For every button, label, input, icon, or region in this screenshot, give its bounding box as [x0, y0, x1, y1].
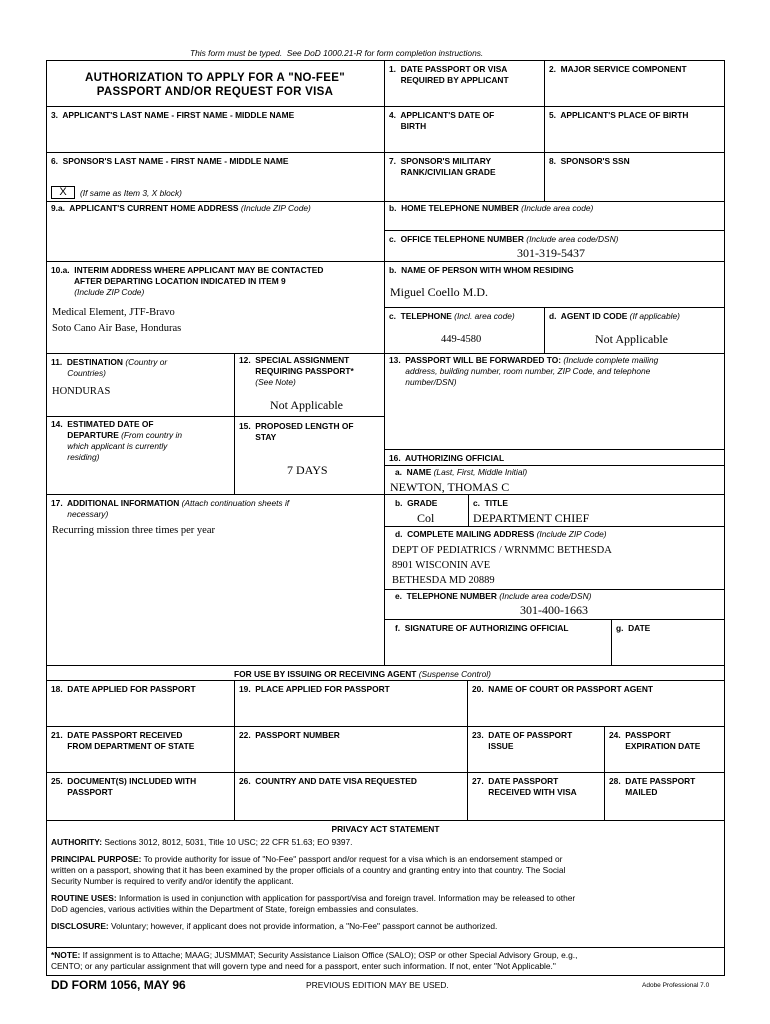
- item-13-label: 13. PASSPORT WILL BE FORWARDED TO: (Include complete mailing address, building number, room number, ZIP Code, and telephone number/DSN): [389, 355, 659, 387]
- item-24-label: 24. PASSPORT EXPIRATION DATE: [609, 730, 701, 751]
- item-27-label: 27. DATE PASSPORT RECEIVED WITH VISA: [472, 776, 577, 797]
- software-credit: Adobe Professional 7.0: [642, 982, 710, 989]
- item-28-label: 28. DATE PASSPORT MAILED: [609, 776, 696, 797]
- item-16c-label: c. TITLE: [473, 498, 508, 508]
- special-assignment-note: *NOTE: If assignment is to Attache; MAAG; JUSMMAT; Security Assistance Liaison Office (SALO); OSP or other Special Advisory Group, e.g., CENTO; or any particular assignment that will govern type and need for a passport, enter such information. If not, enter "Not Applicable.": [51, 950, 578, 971]
- item-17-label: 17. ADDITIONAL INFORMATION (Attach continuation sheets if necessary): [51, 498, 290, 519]
- item-8-label: 8. SPONSOR'S SSN: [549, 156, 630, 166]
- item-25-label: 25. DOCUMENT(S) INCLUDED WITH PASSPORT: [51, 776, 197, 797]
- item-21-label: 21. DATE PASSPORT RECEIVED FROM DEPARTMENT OF STATE: [51, 730, 195, 751]
- privacy-act-statement: AUTHORITY: Sections 3012, 8012, 5031, Title 10 USC; 22 CFR 51.63; EO 9397. PRINCIPAL PURPOSE: To provide authority for issue of "No-Fee" passport and/or request for a visa which is an endorsement stamped or written on a passport, showing that it has been examined by the proper officials of a country and granting entry into that country. The Social Security Number is required to verify and/or identify the applicant. ROUTINE USES: Information is used in conjunction with application for passport/visa and foreign travel. Information may be released to other DoD agencies, various activities within the Department of State, foreign embassies and consulates. DISCLOSURE: Voluntary; however, if applicant does not provide information, a "No-Fee" passport cannot be authorized.: [51, 837, 576, 931]
- item-16f-label: f. SIGNATURE OF AUTHORIZING OFFICIAL: [395, 623, 569, 633]
- official-phone-value[interactable]: 301-400-1663: [520, 603, 588, 617]
- item-10a-label: 10.a. INTERIM ADDRESS WHERE APPLICANT MAY BE CONTACTED AFTER DEPARTING LOCATION INDICATED IN ITEM 9 (Include ZIP Code): [51, 265, 324, 297]
- item-10c-label: c. TELEPHONE (Incl. area code): [389, 311, 515, 321]
- item-4-label: 4. APPLICANT'S DATE OF BIRTH: [389, 110, 495, 131]
- item-1-label: 1. DATE PASSPORT OR VISA REQUIRED BY APPLICANT: [389, 64, 509, 85]
- item-22-label: 22. PASSPORT NUMBER: [239, 730, 340, 740]
- item-14-label: 14. ESTIMATED DATE OF DEPARTURE (From country in which applicant is currently residing): [51, 419, 183, 462]
- same-as-item-3-checkbox[interactable]: X: [51, 186, 75, 199]
- agent-id-value[interactable]: Not Applicable: [595, 332, 668, 346]
- telephone-value[interactable]: 449-4580: [441, 334, 482, 345]
- item-16b-label: b. GRADE: [395, 498, 438, 508]
- destination-value[interactable]: HONDURAS: [52, 386, 111, 397]
- item-19-label: 19. PLACE APPLIED FOR PASSPORT: [239, 684, 390, 694]
- item-20-label: 20. NAME OF COURT OR PASSPORT AGENT: [472, 684, 654, 694]
- item-7-label: 7. SPONSOR'S MILITARY RANK/CIVILIAN GRADE: [389, 156, 496, 177]
- item-2-label: 2. MAJOR SERVICE COMPONENT: [549, 64, 687, 74]
- agent-section-header: FOR USE BY ISSUING OR RECEIVING AGENT (Suspense Control): [234, 669, 491, 679]
- item-9b-label: b. HOME TELEPHONE NUMBER (Include area code): [389, 203, 594, 213]
- item-16a-label: a. NAME (Last, First, Middle Initial): [395, 467, 528, 477]
- interim-address-value[interactable]: Medical Element, JTF-Bravo Soto Cano Air Base, Honduras: [52, 307, 182, 334]
- same-as-item-3-note: (If same as Item 3, X block): [80, 188, 182, 198]
- item-10d-label: d. AGENT ID CODE (If applicable): [549, 311, 680, 321]
- item-26-label: 26. COUNTRY AND DATE VISA REQUESTED: [239, 776, 417, 786]
- additional-info-value[interactable]: Recurring mission three times per year: [52, 525, 215, 536]
- item-18-label: 18. DATE APPLIED FOR PASSPORT: [51, 684, 196, 694]
- official-address-value[interactable]: DEPT OF PEDIATRICS / WRNMMC BETHESDA 8901 WISCONIN AVE BETHESDA MD 20889: [392, 545, 612, 586]
- item-9a-label: 9.a. APPLICANT'S CURRENT HOME ADDRESS (Include ZIP Code): [51, 203, 311, 213]
- item-3-label: 3. APPLICANT'S LAST NAME - FIRST NAME - MIDDLE NAME: [51, 110, 295, 120]
- form-title: AUTHORIZATION TO APPLY FOR A "NO-FEE" PASSPORT AND/OR REQUEST FOR VISA: [85, 72, 345, 98]
- item-16-label: 16. AUTHORIZING OFFICIAL: [389, 453, 505, 463]
- item-10b-label: b. NAME OF PERSON WITH WHOM RESIDING: [389, 265, 574, 275]
- form-identifier: DD FORM 1056, MAY 96: [51, 978, 186, 992]
- item-16d-label: d. COMPLETE MAILING ADDRESS (Include ZIP Code): [395, 529, 607, 539]
- item-11-label: 11. DESTINATION (Country or Countries): [51, 357, 168, 378]
- privacy-act-heading: PRIVACY ACT STATEMENT: [331, 824, 440, 834]
- item-6-label: 6. SPONSOR'S LAST NAME - FIRST NAME - MIDDLE NAME: [51, 156, 289, 166]
- office-phone-value[interactable]: 301-319-5437: [517, 246, 585, 260]
- item-12-label: 12. SPECIAL ASSIGNMENT REQUIRING PASSPORT* (See Note): [239, 355, 354, 387]
- item-9c-label: c. OFFICE TELEPHONE NUMBER (Include area code/DSN): [389, 234, 619, 244]
- edition-note: PREVIOUS EDITION MAY BE USED.: [306, 980, 449, 990]
- item-16e-label: e. TELEPHONE NUMBER (Include area code/DSN): [395, 591, 592, 601]
- item-16g-label: g. DATE: [616, 623, 651, 633]
- official-name-value[interactable]: NEWTON, THOMAS C: [390, 480, 510, 494]
- item-5-label: 5. APPLICANT'S PLACE OF BIRTH: [549, 110, 689, 120]
- item-23-label: 23. DATE OF PASSPORT ISSUE: [472, 730, 573, 751]
- form-instructions-note: This form must be typed. See DoD 1000.21-R for form completion instructions.: [190, 48, 484, 58]
- official-grade-value[interactable]: Col: [417, 511, 435, 525]
- residing-with-value[interactable]: Miguel Coello M.D.: [390, 285, 488, 299]
- item-15-label: 15. PROPOSED LENGTH OF STAY: [239, 421, 354, 442]
- special-assignment-value[interactable]: Not Applicable: [270, 398, 343, 412]
- official-title-value[interactable]: DEPARTMENT CHIEF: [473, 511, 590, 525]
- length-of-stay-value[interactable]: 7 DAYS: [287, 463, 328, 477]
